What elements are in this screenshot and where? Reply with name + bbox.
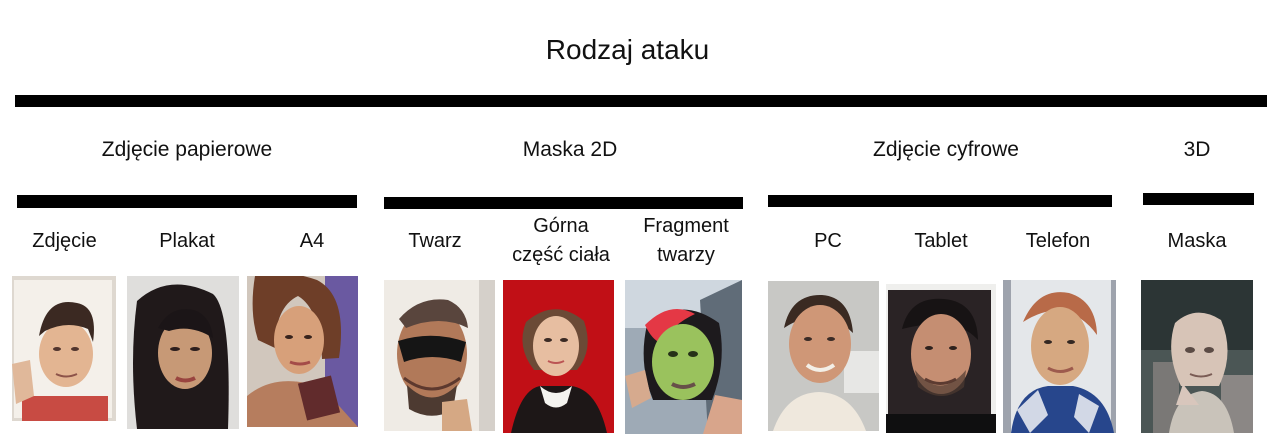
- photo-zdjecie: [12, 276, 116, 421]
- group-bar-2d-mask: [384, 197, 743, 209]
- group-bar-digital-photo: [768, 195, 1112, 207]
- item-label-telefon: Telefon: [1025, 230, 1091, 252]
- main-divider-bar: [15, 95, 1267, 107]
- group-label-paper-photo: Zdjęcie papierowe: [101, 138, 273, 161]
- face-photo-image: [12, 276, 116, 421]
- face-on-pc-screen-image: [768, 281, 879, 431]
- photo-fragment-twarzy: [625, 280, 742, 434]
- item-label-zdjecie: Zdjęcie: [32, 230, 97, 252]
- face-poster-image: [127, 276, 239, 429]
- face-on-tablet-image: [886, 284, 996, 433]
- item-label-twarz: Twarz: [408, 230, 462, 252]
- face-mask-sunglasses-image: [384, 280, 495, 431]
- item-label-a4: A4: [299, 230, 325, 252]
- item-label-gorna-czesc-ciala: Górna część ciała: [512, 215, 610, 266]
- photo-pc: [768, 281, 879, 431]
- photo-maska-3d: [1141, 280, 1253, 433]
- group-label-digital-photo: Zdjęcie cyfrowe: [873, 138, 1019, 161]
- upper-body-mask-image: [503, 280, 614, 433]
- 3d-face-mask-image: [1141, 280, 1253, 433]
- item-label-maska: Maska: [1167, 230, 1227, 252]
- group-bar-3d: [1143, 193, 1254, 205]
- photo-a4: [247, 276, 358, 427]
- photo-plakat: [127, 276, 239, 429]
- photo-tablet: [886, 284, 996, 433]
- face-on-phone-image: [1003, 280, 1116, 433]
- item-label-pc: PC: [814, 230, 842, 252]
- item-label-plakat: Plakat: [159, 230, 215, 252]
- group-bar-paper-photo: [17, 195, 357, 208]
- photo-gorna-czesc-ciala: [503, 280, 614, 433]
- photo-twarz: [384, 280, 495, 431]
- diagram-title: Rodzaj ataku: [545, 34, 710, 65]
- group-label-2d-mask: Maska 2D: [522, 138, 618, 161]
- item-label-fragment-twarzy: Fragment twarzy: [643, 215, 729, 266]
- group-label-3d: 3D: [1183, 138, 1211, 161]
- item-label-tablet: Tablet: [914, 230, 968, 252]
- face-a4-image: [247, 276, 358, 427]
- face-fragment-mask-image: [625, 280, 742, 434]
- photo-telefon: [1003, 280, 1116, 433]
